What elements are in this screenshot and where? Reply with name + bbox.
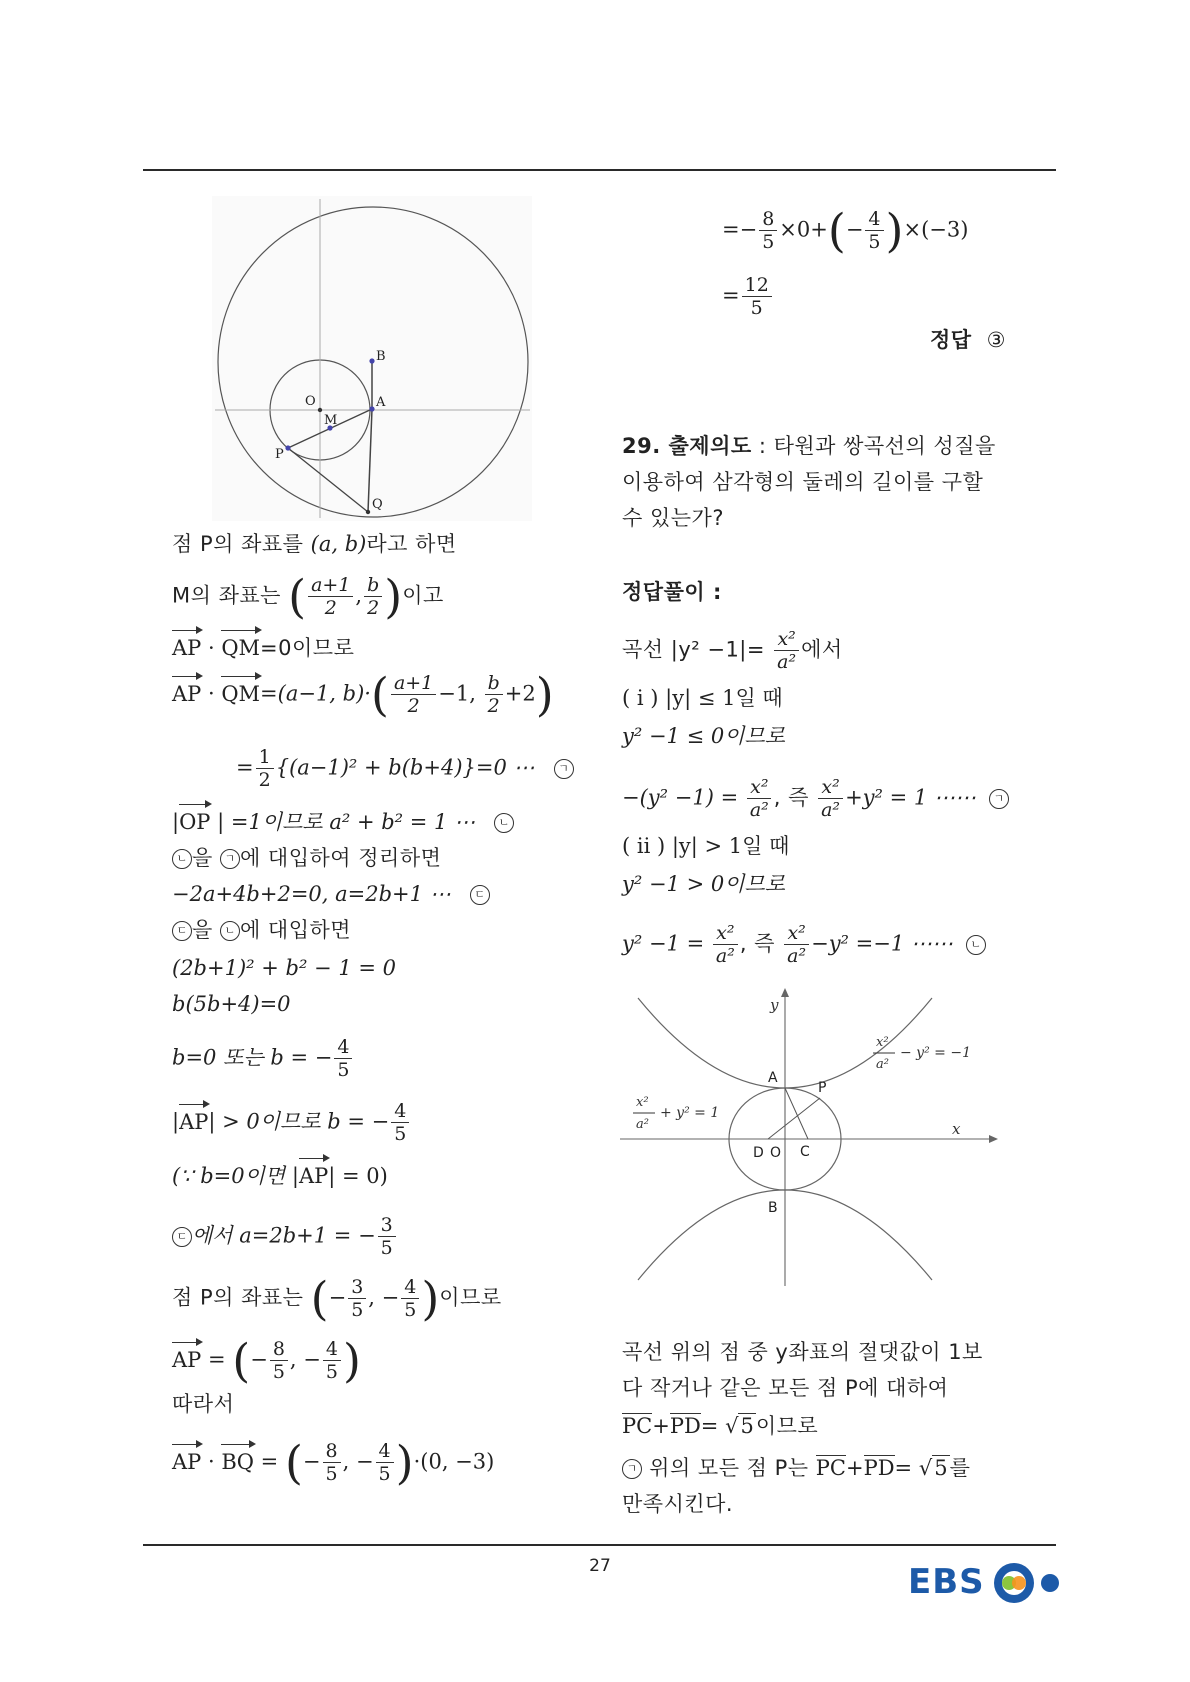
line-case-2-eq: y² −1 = $\frac{\text{x²}}{\text{a²}}$ , 즉 $\frac{\text{x²}}{\text{a²}}$ −y² =−1 ⋯⋯ ㄴ: [622, 922, 986, 967]
line-case-2: ( ii ) |y| > 1일 때: [622, 834, 790, 858]
conclusion-1: 곡선 위의 점 중 y좌표의 절댓값이 1보: [622, 1340, 983, 1364]
label-m: M: [324, 413, 338, 428]
graph-label-p: P: [818, 1080, 827, 1096]
line-a-value: ㄷ 에서 a=2b+1 = − $\frac{3}{5}$: [172, 1214, 398, 1259]
segment-pc: [768, 1098, 820, 1139]
conclusion-4: ㄱ 위의 모든 점 P는 PC+PD= √5를: [622, 1454, 970, 1483]
line-therefore: 따라서: [172, 1392, 235, 1416]
ell-eq-den: a²: [636, 1117, 649, 1132]
graph-label-y: y: [770, 996, 779, 1014]
hyp-eq-den: a²: [876, 1057, 889, 1072]
line-calc-2: = $\frac{12}{5}$: [722, 274, 774, 319]
q29-intent-3: 수 있는가?: [622, 506, 724, 530]
mark-digeut: ㄷ: [470, 885, 490, 905]
line-eq-1: = $\frac{1}{2}$ {(a−1)² + b(b+4)}=0 ⋯ ㄱ: [236, 746, 574, 791]
graph-label-x: x: [952, 1120, 961, 1138]
ebs-logo-text: EBS: [908, 1562, 985, 1602]
graph-label-d: D: [753, 1145, 764, 1161]
line-case-2-cond: y² −1 > 0이므로: [622, 872, 786, 896]
line-case-1: ( i ) |y| ≤ 1일 때: [622, 686, 783, 710]
line-curve: 곡선 |y² −1|= $\frac{\text{x²}}{\text{a²}}$ 에서: [622, 628, 843, 673]
left-column: [0, 0, 600, 1540]
right-column: [600, 0, 1060, 1540]
q29-intent-2: 이용하여 삼각형의 둘레의 길이를 구할: [622, 470, 984, 494]
ebs-logo: [908, 1558, 1068, 1608]
line-b-values: b=0 또는 b = − $\frac{4}{5}$: [172, 1036, 354, 1081]
hyp-eq-rest: − y² = −1: [900, 1045, 971, 1061]
footer-rule: [143, 1544, 1056, 1546]
conclusion-2: 다 작거나 같은 모든 점 P에 대하여: [622, 1376, 949, 1400]
line-point-m: M의 좌표는 ( $\frac{a+1}{2}$ , $\frac{b}{2}$ )이고: [172, 569, 444, 624]
line-point-p: 점 P의 좌표를 (a, b)라고 하면: [172, 532, 457, 556]
line-ap-positive: |AP| > 0이므로 b = − $\frac{4}{5}$: [172, 1100, 411, 1145]
circle-figure: [212, 196, 532, 521]
line-eq-3: −2a+4b+2=0, a=2b+1 ⋯ ㄷ: [172, 880, 490, 909]
label-p: P: [275, 447, 284, 462]
line-ap-vector: AP = (− $\frac{8}{5}$ , − $\frac{4}{5}$ ): [172, 1333, 361, 1388]
graph-label-c: C: [800, 1144, 810, 1160]
answer: 정답 ③: [930, 328, 1006, 352]
line-final-dot: AP · BQ = (− $\frac{8}{5}$ , − $\frac{4}{5}$ )·(0, −3): [172, 1435, 495, 1490]
mark-nieun: ㄴ: [494, 813, 514, 833]
answer-mark: ③: [986, 328, 1006, 352]
conclusion-5: 만족시킨다.: [622, 1492, 734, 1516]
line-substitute-2: ㄷ 을 ㄴ 에 대입하면: [172, 916, 351, 945]
q29-intent-1: 29. 출제의도 : 타원과 쌍곡선의 성질을: [622, 434, 996, 458]
line-calc-1: =− $\frac{8}{5}$ ×0+(− $\frac{4}{5}$ )×(−3): [722, 203, 969, 258]
label-a: A: [376, 395, 386, 410]
mark-giyeok: ㄱ: [554, 759, 574, 779]
graph-label-a: A: [768, 1070, 778, 1086]
line-substitute-1: ㄴ 을 ㄱ 에 대입하여 정리하면: [172, 844, 441, 873]
graph-label-b: B: [768, 1200, 778, 1216]
line-dot-expand: AP · QM=(a−1, b)·( $\frac{a+1}{2}$ −1, $\frac{b}{2}$ +2): [172, 667, 554, 722]
line-case-1-eq: −(y² −1) = $\frac{\text{x²}}{\text{a²}}$ , 즉 $\frac{\text{x²}}{\text{a²}}$ +y² = 1 ⋯⋯ ㄱ: [622, 776, 1009, 821]
hyp-eq-num: x²: [876, 1035, 889, 1050]
line-because: (∵ b=0이면 |AP| = 0): [172, 1164, 388, 1188]
graph-label-o: O: [770, 1145, 782, 1161]
solution-label: 정답풀이 :: [622, 580, 722, 604]
line-eq-2: |OP | =1이므로 a² + b² = 1 ⋯ ㄴ: [172, 808, 514, 837]
conclusion-3: PC+PD= √5이므로: [622, 1414, 819, 1438]
label-q: Q: [372, 497, 383, 512]
line-p-coords: 점 P의 좌표는 (− $\frac{3}{5}$ , − $\frac{4}{5}$ )이므로: [172, 1271, 502, 1326]
line-dot-zero: AP · QM=0이므로: [172, 636, 355, 660]
segment-pd: [785, 1088, 808, 1139]
ell-eq-rest: + y² = 1: [660, 1105, 720, 1121]
label-b: B: [376, 349, 386, 364]
ebs-logo-mark: [990, 1558, 1068, 1608]
line-eq-4: (2b+1)² + b² − 1 = 0: [172, 956, 396, 980]
line-eq-5: b(5b+4)=0: [172, 992, 291, 1016]
page-number: 27: [589, 1556, 611, 1576]
line-case-1-cond: y² −1 ≤ 0이므로: [622, 724, 786, 748]
label-o: O: [305, 394, 316, 409]
ell-eq-num: x²: [636, 1095, 649, 1110]
conic-graph: [620, 986, 1000, 1291]
